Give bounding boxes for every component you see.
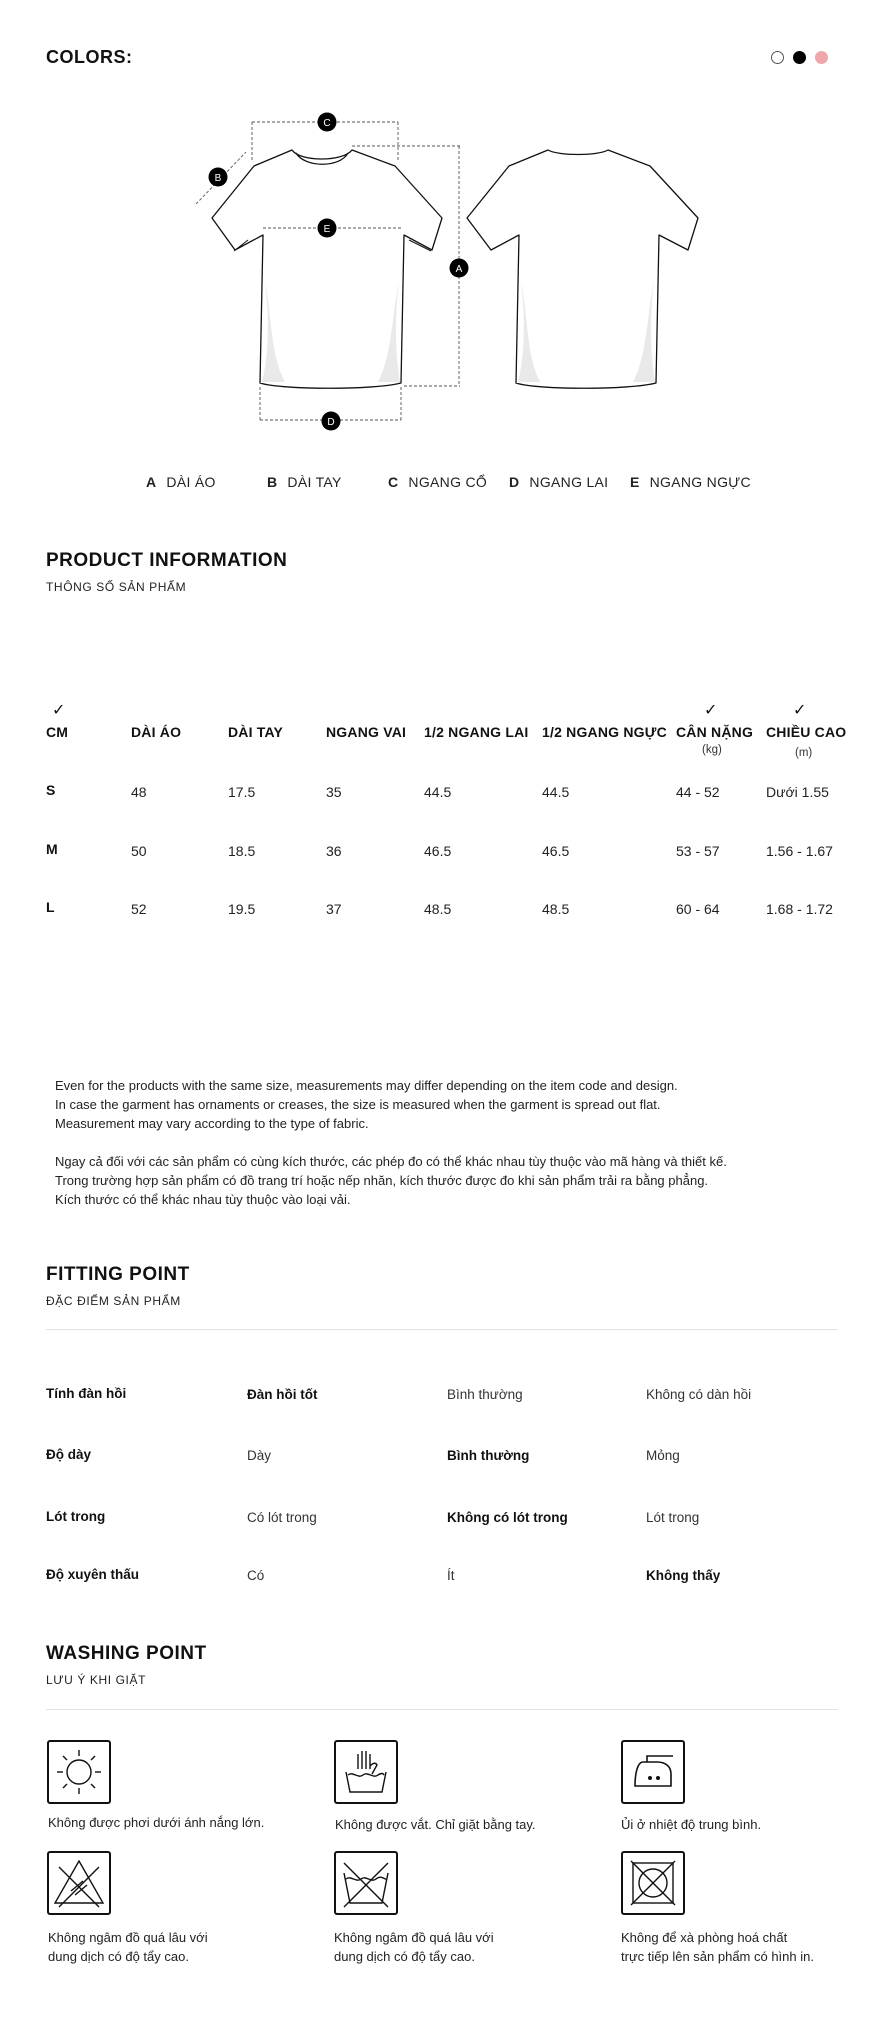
divider: [46, 1329, 838, 1330]
legend-c: C NGANG CỔ: [388, 474, 488, 490]
table-cell: 19.5: [228, 901, 256, 917]
washing-title: WASHING POINT: [46, 1643, 207, 1664]
size-label-m: M: [46, 841, 58, 857]
washing-subtitle: LƯU Ý KHI GIẶT: [46, 1673, 146, 1687]
no-soak-icon: [334, 1851, 398, 1915]
table-cell: 52: [131, 901, 147, 917]
fitting-label-lining: Lót trong: [46, 1509, 106, 1524]
marker-b-label: B: [214, 173, 222, 184]
marker-a-label: A: [455, 264, 463, 275]
no-tumble-dry-icon: [621, 1851, 685, 1915]
product-info-subtitle: THÔNG SỐ SẢN PHẨM: [46, 580, 187, 594]
back-shirt-outline: [467, 150, 698, 388]
hand-wash-icon: [334, 1740, 398, 1804]
table-cell: Dưới 1.55: [766, 784, 829, 800]
table-cell: 37: [326, 901, 342, 917]
unit-height: (m): [795, 747, 813, 759]
table-cell: 48.5: [424, 901, 452, 917]
marker-e-label: E: [323, 224, 331, 235]
table-cell: 18.5: [228, 843, 256, 859]
header-dai-ao: DÀI ÁO: [131, 724, 182, 740]
table-cell: 46.5: [424, 843, 452, 859]
fitting-label-sheerness: Độ xuyên thấu: [46, 1567, 140, 1582]
fitting-option-selected: Bình thường: [447, 1448, 530, 1463]
color-swatch-white[interactable]: [771, 51, 784, 64]
washing-text-hand-wash: Không được vắt. Chỉ giặt bằng tay.: [335, 1817, 536, 1832]
front-shirt-outline: [212, 150, 442, 388]
size-notes-vi: Ngay cả đối với các sản phẩm có cùng kích thước, các phép đo có thể khác nhau tùy thuộc vào mã hàng và thiết kế. Trong trường hợp sản phẩm có đồ trang trí hoặc nếp nhăn, kích thước được đo khi sản phẩm trải ra bằng phẳng. Kích thước có thể khác nhau tùy thuộc vào loại vải.: [55, 1154, 727, 1207]
legend-d: D NGANG LAI: [509, 474, 609, 490]
color-swatch-black[interactable]: [793, 51, 806, 64]
washing-text-no-soak: Không ngâm đồ quá lâu với dung dịch có độ tẩy cao.: [334, 1930, 494, 1964]
table-cell: 60 - 64: [676, 901, 720, 917]
marker-d: [322, 412, 341, 431]
header-can-nang: CÂN NẶNG: [676, 724, 754, 740]
table-cell: 48: [131, 784, 147, 800]
marker-e: [318, 219, 337, 238]
table-cell: 46.5: [542, 843, 570, 859]
table-cell: 50: [131, 843, 147, 859]
header-chieu-cao: CHIỀU CAO: [766, 724, 847, 740]
table-cell: 35: [326, 784, 342, 800]
fitting-option-selected: Không có lót trong: [447, 1510, 568, 1525]
fitting-label-elasticity: Tính đàn hồi: [46, 1386, 127, 1401]
header-ngang-lai: 1/2 NGANG LAI: [424, 724, 529, 740]
header-dai-tay: DÀI TAY: [228, 724, 284, 740]
product-info-title: PRODUCT INFORMATION: [46, 550, 288, 571]
marker-c-label: C: [323, 118, 331, 129]
fitting-subtitle: ĐẶC ĐIỂM SẢN PHẨM: [46, 1294, 181, 1308]
size-label-s: S: [46, 782, 56, 798]
washing-text-no-bleach: Không ngâm đồ quá lâu với dung dịch có độ tẩy cao.: [48, 1930, 208, 1964]
table-cell: 1.56 - 1.67: [766, 843, 833, 859]
fitting-option: Lót trong: [646, 1510, 700, 1525]
washing-text-no-tumble-dry: Không để xà phòng hoá chất trực tiếp lên sản phẩm có hình in.: [621, 1930, 814, 1964]
fitting-option: Có lót trong: [247, 1510, 317, 1525]
unit-weight: (kg): [702, 744, 722, 756]
header-ngang-vai: NGANG VAI: [326, 724, 407, 740]
iron-icon: [621, 1740, 685, 1804]
table-cell: 44.5: [542, 784, 570, 800]
fitting-option: Mỏng: [646, 1448, 680, 1463]
check-icon-height: ✓: [793, 702, 807, 719]
fitting-option-selected: Không thấy: [646, 1568, 721, 1583]
legend-e: E NGANG NGỰC: [630, 474, 751, 490]
table-cell: 53 - 57: [676, 843, 720, 859]
legend-b: B DÀI TAY: [267, 474, 342, 490]
table-cell: 36: [326, 843, 342, 859]
marker-c: [318, 113, 337, 132]
no-bleach-icon: [47, 1851, 111, 1915]
table-cell: 48.5: [542, 901, 570, 917]
fitting-option: Ít: [447, 1568, 455, 1583]
table-cell: 44.5: [424, 784, 452, 800]
color-swatch-pink[interactable]: [815, 51, 828, 64]
fitting-label-thickness: Độ dày: [46, 1447, 92, 1462]
colors-title: COLORS:: [46, 47, 133, 67]
marker-b: [209, 168, 228, 187]
size-label-l: L: [46, 899, 55, 915]
marker-d-label: D: [327, 417, 335, 428]
table-cell: 1.68 - 1.72: [766, 901, 833, 917]
divider: [46, 1709, 838, 1710]
header-ngang-nguc: 1/2 NGANG NGỰC: [542, 724, 667, 740]
size-measurement-diagram: [0, 100, 883, 440]
check-icon-cm: ✓: [52, 702, 66, 719]
fitting-option: Không có dàn hồi: [646, 1387, 752, 1402]
sun-icon: [47, 1740, 111, 1804]
header-cm: CM: [46, 724, 69, 740]
table-cell: 44 - 52: [676, 784, 720, 800]
check-icon-weight: ✓: [704, 702, 718, 719]
marker-a: [450, 259, 469, 278]
size-notes-en: Even for the products with the same size, measurements may differ depending on the item code and design. In case the garment has ornaments or creases, the size is measured when the garment is spread out flat. Measurement may vary according to the type of fabric.: [55, 1078, 678, 1131]
fitting-title: FITTING POINT: [46, 1264, 190, 1285]
table-cell: 17.5: [228, 784, 256, 800]
washing-text-sun: Không được phơi dưới ánh nắng lớn.: [48, 1815, 265, 1830]
fitting-option: Có: [247, 1568, 265, 1583]
fitting-option: Bình thường: [447, 1387, 523, 1402]
legend-a: A DÀI ÁO: [146, 474, 216, 490]
fitting-option: Dày: [247, 1448, 272, 1463]
washing-text-iron: Ủi ở nhiệt độ trung bình.: [621, 1817, 762, 1832]
fitting-option-selected: Đàn hồi tốt: [247, 1387, 318, 1402]
